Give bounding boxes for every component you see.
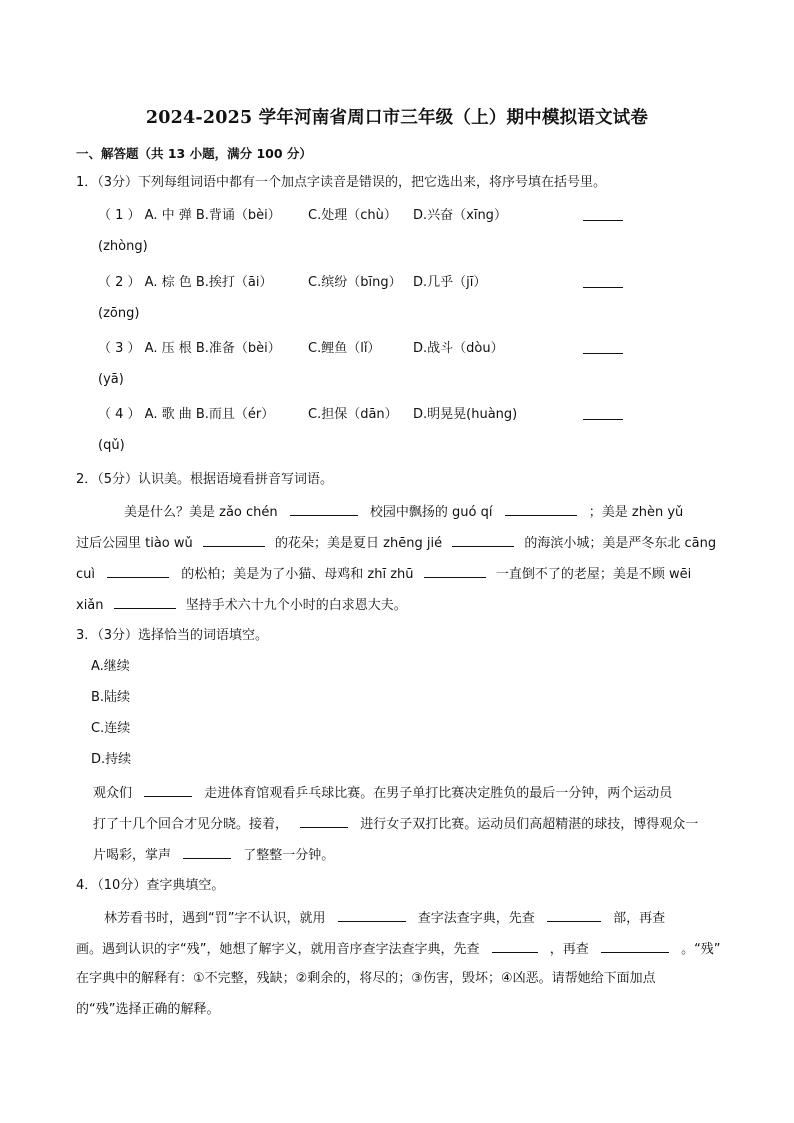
q2-blank-weixian[interactable]	[114, 595, 176, 609]
q2-line3	[76, 564, 691, 584]
q4-blank-letter[interactable]	[492, 939, 538, 953]
q2-l4-text-a: xiǎn	[76, 598, 104, 613]
q4-para-line1	[104, 908, 665, 928]
q4-p2-text-c: 。“残”	[681, 942, 721, 957]
q1-group4-d: D.明晃晃(huàng)	[413, 407, 518, 422]
q1-group4-c: C.担保（dān）	[308, 407, 398, 422]
q3-para-line3	[93, 845, 334, 865]
q1-group2-answer-blank[interactable]	[583, 274, 623, 294]
q1-group4-ab: （ 4 ） A. 歌 曲 B.而且（ér）	[98, 407, 275, 422]
page-title: 2024-2025 学年河南省周口市三年级（上）期中模拟语文试卷	[145, 108, 649, 128]
q2-stem: 2．（5分）认识美。根据语境看拼音写词语。	[76, 472, 334, 487]
q1-group3-d: D.战斗（dòu）	[413, 341, 504, 356]
q3-p2-text-a: 打了十几个回合才见分晓。接着，	[93, 817, 289, 832]
q4-stem: 4．（10分）查字典填空。	[76, 878, 225, 893]
q3-option-a: A.继续	[91, 659, 130, 674]
q3-para-line2	[93, 814, 698, 834]
q3-blank-3[interactable]	[183, 845, 231, 859]
q3-stem: 3．（3分）选择恰当的词语填空。	[76, 628, 269, 643]
q3-option-b: B.陆续	[91, 690, 131, 705]
q3-p1-text-b: 走进体育馆观看乒乓球比赛。在男子单打比赛决定胜负的最后一分钟，两个运动员	[204, 786, 673, 801]
q1-group4-answer-blank[interactable]	[583, 406, 623, 426]
q2-l1-text-c: ；美是 zhèn yǔ	[588, 505, 684, 520]
q2-l1-text-a: 美是什么？美是 zǎo chén	[124, 505, 278, 520]
q1-group1-c: C.处理（chù）	[308, 208, 397, 223]
q2-line4	[76, 595, 407, 615]
q2-l2-text-a: 过后公园里 tiào wǔ	[76, 536, 193, 551]
q3-option-d: D.持续	[91, 752, 132, 767]
q3-blank-2[interactable]	[300, 814, 348, 828]
q1-group2-c: C.缤纷（bīng）	[308, 275, 402, 290]
q3-para-line1	[93, 783, 672, 803]
q1-group3-c: C.鲤鱼（lǐ）	[308, 341, 381, 356]
q4-p1-text-a: 林芳看书时，遇到“罚”字不认识，就用	[104, 911, 326, 926]
q3-p3-text-b: 了整整一分钟。	[243, 848, 335, 863]
q1-group1-pinyin: (zhòng)	[98, 239, 148, 254]
q3-p2-text-b: 进行女子双打比赛。运动员们高超精湛的球技，博得观众一	[360, 817, 699, 832]
q2-l4-text-b: 坚持手术六十九个小时的白求恩大夫。	[185, 598, 407, 613]
q4-p1-text-c: 部，再查	[613, 911, 666, 926]
q2-l3-text-a: cuì	[76, 567, 95, 582]
q2-l3-text-b: 的松柏；美是为了小猫、母鸡和 zhī zhū	[181, 567, 414, 582]
q4-para-line3: 在字典中的解释有：①不完整，残缺；②剩余的，将尽的；③伤害，毁坏；④凶恶。请帮她给下面加点	[76, 971, 656, 986]
q1-group3-answer-blank[interactable]	[583, 340, 623, 360]
q4-p2-text-b: ，再查	[549, 942, 589, 957]
q1-group4-pinyin: (qǔ)	[98, 438, 125, 453]
q4-p1-text-b: 查字法查字典，先查	[417, 911, 535, 926]
q1-stem: 1．（3分）下列每组词语中都有一个加点字读音是错误的，把它选出来，将序号填在括号里。	[76, 175, 607, 190]
q3-p3-text-a: 片喝彩，掌声	[93, 848, 172, 863]
q4-para-line4: 的“残”选择正确的解释。	[76, 1002, 220, 1017]
q3-option-c: C.连续	[91, 721, 131, 736]
q2-line2	[76, 533, 716, 553]
q2-l3-text-c: 一直倒不了的老屋；美是不顾 wēi	[495, 567, 692, 582]
q2-l2-text-b: 的花朵；美是夏日 zhēng jié	[275, 536, 443, 551]
q2-blank-tiaowu[interactable]	[203, 533, 265, 547]
q1-group1-d: D.兴奋（xīng）	[413, 208, 507, 223]
q2-blank-zaochen[interactable]	[290, 502, 358, 516]
q2-blank-cangcui[interactable]	[107, 564, 169, 578]
q2-blank-guoqi[interactable]	[505, 502, 577, 516]
q1-group2-ab: （ 2 ） A. 棕 色 B.挨打（āi）	[98, 275, 273, 290]
q3-blank-1[interactable]	[144, 783, 192, 797]
q1-group1-ab: （ 1 ） A. 中 弹 B.背诵（bèi）	[98, 208, 281, 223]
q4-blank-radical[interactable]	[547, 908, 601, 922]
q4-blank-method[interactable]	[338, 908, 406, 922]
q1-group2-pinyin: (zōng)	[98, 306, 140, 321]
q1-group2-d: D.几乎（jī）	[413, 275, 487, 290]
section-heading: 一、解答题（共 13 小题，满分 100 分）	[76, 146, 312, 161]
q4-p2-text-a: 画。遇到认识的字“残”，她想了解字义，就用音序查字法查字典，先查	[76, 942, 480, 957]
q2-l2-text-c: 的海滨小城；美是严冬东北 cāng	[524, 536, 717, 551]
q1-group3-ab: （ 3 ） A. 压 根 B.准备（bèi）	[98, 341, 281, 356]
q1-group3-pinyin: (yā)	[98, 372, 124, 387]
q3-p1-text-a: 观众们	[93, 786, 133, 801]
q4-blank-syllable[interactable]	[601, 939, 669, 953]
q4-para-line2	[76, 939, 721, 959]
q2-line1	[124, 502, 683, 522]
q1-group1-answer-blank[interactable]	[583, 207, 623, 227]
q2-l1-text-b: 校园中飘扬的 guó qí	[369, 505, 493, 520]
q2-blank-zhengjie[interactable]	[452, 533, 514, 547]
q2-blank-zhizhu[interactable]	[424, 564, 486, 578]
